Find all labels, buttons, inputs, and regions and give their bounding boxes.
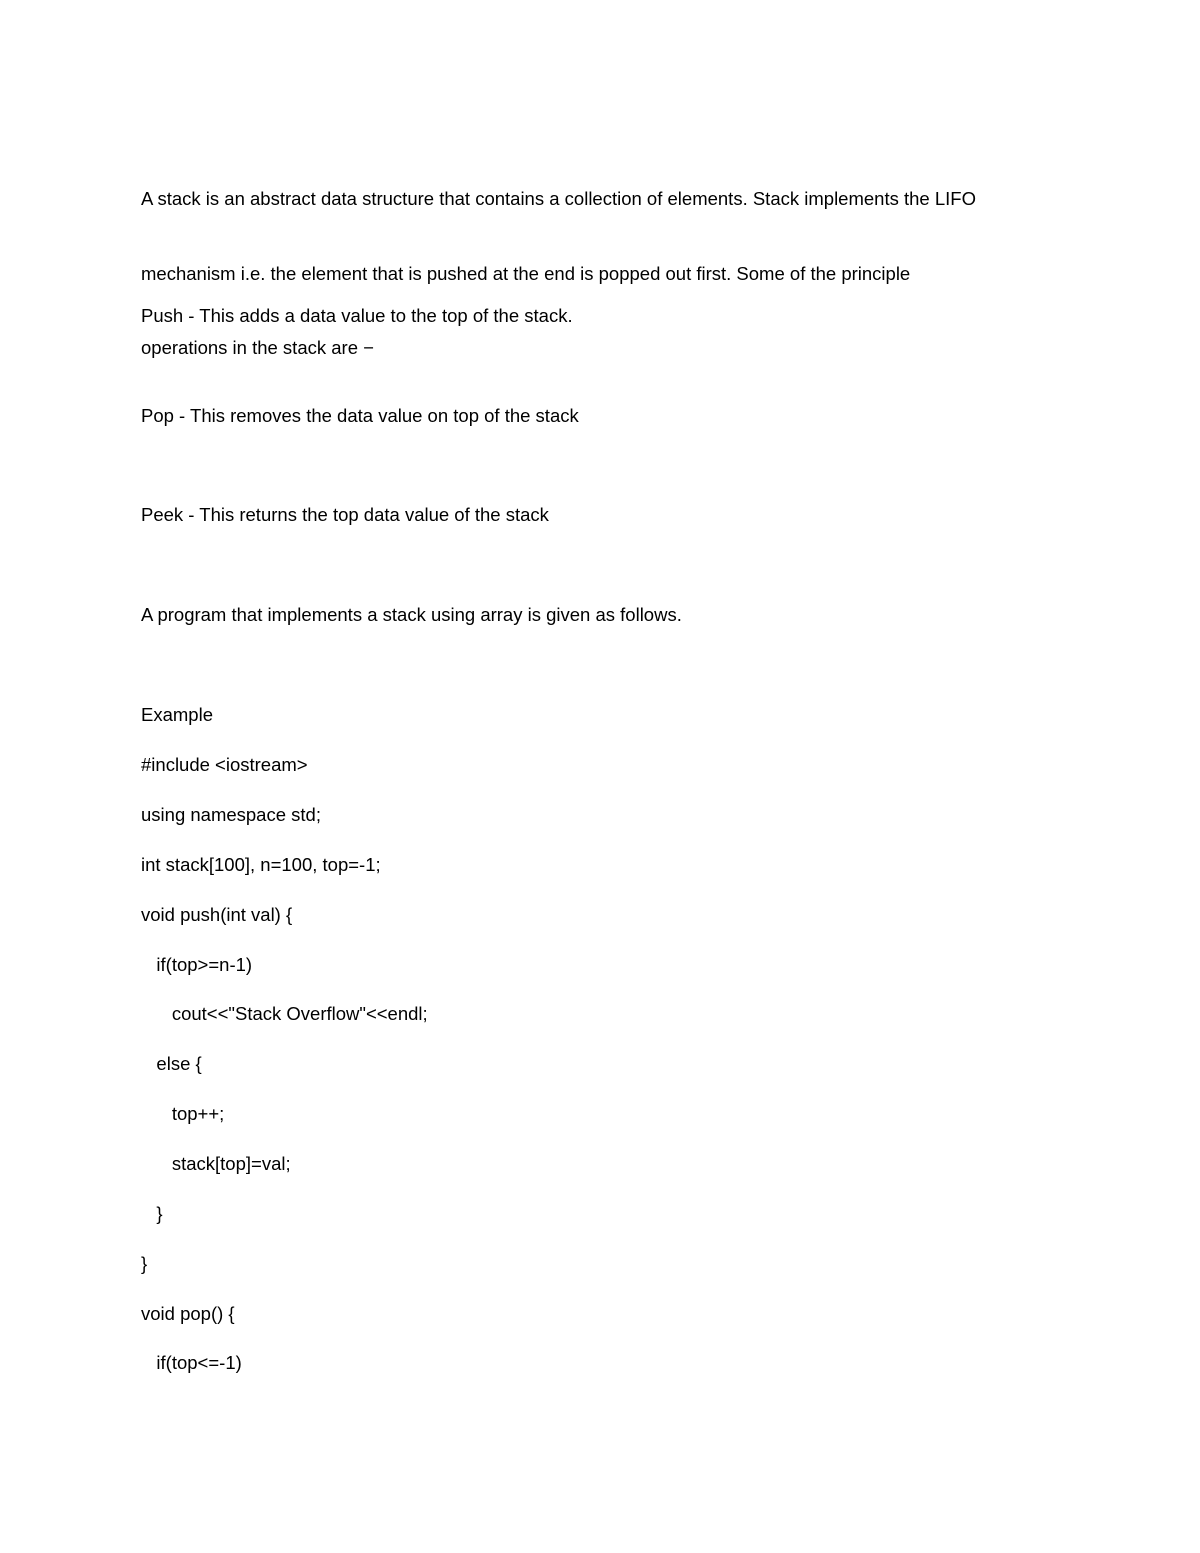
- code-line: }: [141, 1203, 163, 1224]
- code-line: else {: [141, 1053, 202, 1074]
- code-line: top++;: [141, 1103, 225, 1124]
- code-line: }: [141, 1253, 148, 1274]
- code-line: if(top<=-1): [141, 1352, 242, 1373]
- example-heading: Example: [141, 704, 213, 725]
- intro-paragraph: [141, 144, 1061, 412]
- code-line: stack[top]=val;: [141, 1153, 291, 1174]
- intro-line: operations in the stack are −: [141, 337, 374, 358]
- program-intro: A program that implements a stack using array is given as follows.: [141, 604, 682, 625]
- code-line: void push(int val) {: [141, 904, 293, 925]
- intro-line: A stack is an abstract data structure that contains a collection of elements. Stack implements the LIFO: [141, 188, 976, 209]
- code-line: #include <iostream>: [141, 754, 308, 775]
- code-line: cout<<"Stack Overflow"<<endl;: [141, 1003, 428, 1024]
- code-line: if(top>=n-1): [141, 954, 253, 975]
- code-line: int stack[100], n=100, top=-1;: [141, 854, 381, 875]
- pop-description: Pop - This removes the data value on top of the stack: [141, 405, 579, 426]
- code-line: using namespace std;: [141, 804, 321, 825]
- push-description: Push - This adds a data value to the top of the stack.: [141, 305, 573, 326]
- intro-line: mechanism i.e. the element that is pushed at the end is popped out first. Some of the principle: [141, 262, 911, 284]
- code-line: void pop() {: [141, 1303, 235, 1324]
- peek-description: Peek - This returns the top data value of the stack: [141, 504, 549, 525]
